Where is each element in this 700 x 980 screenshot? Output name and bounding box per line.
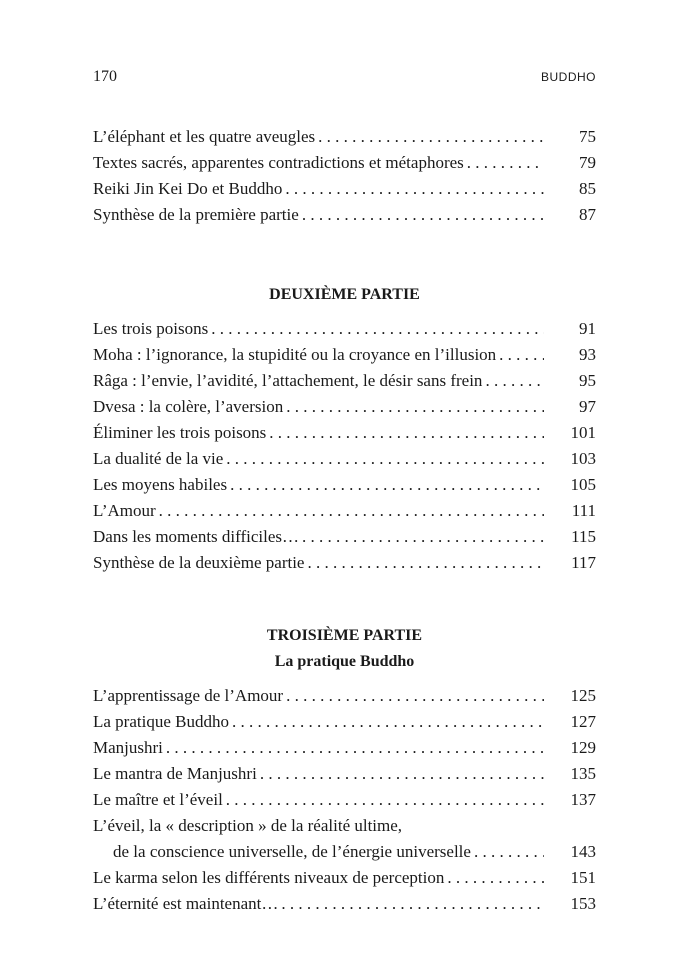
dot-leader xyxy=(302,202,544,228)
toc-entry-title: Dans les moments difficiles… xyxy=(93,527,300,546)
toc-part1-list xyxy=(93,124,596,228)
toc-entry xyxy=(93,683,596,709)
toc-entry-title: L’éternité est maintenant… xyxy=(93,894,279,913)
toc-entry-page: 75 xyxy=(579,127,596,146)
toc-entry xyxy=(93,891,596,917)
dot-leader xyxy=(302,524,544,550)
dot-leader xyxy=(260,761,544,787)
toc-entry-page: 125 xyxy=(570,686,596,705)
toc-entry-page: 115 xyxy=(571,527,596,546)
dot-leader xyxy=(159,498,544,524)
toc-entry-page: 105 xyxy=(570,475,596,494)
dot-leader xyxy=(318,124,544,150)
toc-entry xyxy=(93,472,596,498)
toc-entry-page: 135 xyxy=(570,764,596,783)
part2-heading: DEUXIÈME PARTIE xyxy=(269,286,420,303)
toc-entry-title: Textes sacrés, apparentes contradictions et métaphores xyxy=(93,153,464,172)
toc-part2-list xyxy=(93,316,596,576)
dot-leader xyxy=(485,368,544,394)
toc-entry-title-line1: L’éveil, la « description » de la réalité ultime, xyxy=(93,816,403,835)
dot-leader xyxy=(307,550,544,576)
toc-entry-title: La pratique Buddho xyxy=(93,712,229,731)
toc-entry xyxy=(93,342,596,368)
toc-entry-title: Reiki Jin Kei Do et Buddho xyxy=(93,179,283,198)
toc-entry-title: Dvesa : la colère, l’aversion xyxy=(93,397,284,416)
toc-entry xyxy=(93,761,596,787)
dot-leader xyxy=(230,472,544,498)
toc-entry-title: L’Amour xyxy=(93,501,156,520)
toc-entry xyxy=(93,176,596,202)
toc-entry-title: Éliminer les trois poisons xyxy=(93,423,267,442)
dot-leader xyxy=(269,420,544,446)
book-title: BUDDHO xyxy=(540,70,596,84)
running-head xyxy=(93,68,596,88)
toc-entry-page: 93 xyxy=(579,345,596,364)
toc-entry-page: 117 xyxy=(571,553,596,572)
dot-leader xyxy=(467,150,544,176)
toc-entry-title: Le mantra de Manjushri xyxy=(93,764,257,783)
toc-entry-title-line2: de la conscience universelle, de l’énergie universelle xyxy=(113,842,471,861)
part3-subheading: La pratique Buddho xyxy=(274,653,415,670)
toc-entry xyxy=(93,420,596,446)
dot-leader xyxy=(166,735,544,761)
toc-part3-list xyxy=(93,683,596,917)
toc-entry-title: Synthèse de la première partie xyxy=(93,205,299,224)
toc-entry-page: 95 xyxy=(579,371,596,390)
toc-entry xyxy=(93,446,596,472)
toc-entry-title: L’éléphant et les quatre aveugles xyxy=(93,127,316,146)
toc-entry-page: 127 xyxy=(570,712,596,731)
toc-entry-page: 137 xyxy=(570,790,596,809)
toc-entry-multiline xyxy=(93,813,596,865)
toc-entry-title: Moha : l’ignorance, la stupidité ou la croyance en l’illusion xyxy=(93,345,497,364)
toc-entry-title: Synthèse de la deuxième partie xyxy=(93,553,305,572)
toc-entry xyxy=(93,150,596,176)
toc-entry-line2 xyxy=(93,839,596,865)
toc-entry xyxy=(93,524,596,550)
toc-entry-title: Le karma selon les différents niveaux de perception xyxy=(93,868,445,887)
toc-entry-title: Le maître et l’éveil xyxy=(93,790,223,809)
toc-entry-page: 79 xyxy=(579,153,596,172)
toc-entry-page: 101 xyxy=(570,423,596,442)
dot-leader xyxy=(211,316,544,342)
dot-leader xyxy=(286,683,544,709)
part3-heading: TROISIÈME PARTIE xyxy=(266,627,423,644)
toc-entry xyxy=(93,709,596,735)
toc-entry-title: Les trois poisons xyxy=(93,319,209,338)
toc-entry-title: Les moyens habiles xyxy=(93,475,228,494)
toc-entry-title: La dualité de la vie xyxy=(93,449,224,468)
toc-entry xyxy=(93,124,596,150)
dot-leader xyxy=(499,342,544,368)
toc-entry-title: Râga : l’envie, l’avidité, l’attachement, le désir sans frein xyxy=(93,371,483,390)
toc-entry-page: 91 xyxy=(579,319,596,338)
toc-entry xyxy=(93,202,596,228)
toc-entry-title: L’apprentissage de l’Amour xyxy=(93,686,284,705)
toc-entry-page: 87 xyxy=(579,205,596,224)
toc-entry-page: 85 xyxy=(579,179,596,198)
dot-leader xyxy=(226,787,544,813)
toc-entry xyxy=(93,735,596,761)
page-number: 170 xyxy=(93,68,117,85)
toc-entry-title: Manjushri xyxy=(93,738,163,757)
dot-leader xyxy=(447,865,544,891)
dot-leader xyxy=(286,394,544,420)
toc-entry xyxy=(93,550,596,576)
toc-entry xyxy=(93,498,596,524)
toc-entry xyxy=(93,394,596,420)
toc-entry-page: 151 xyxy=(570,868,596,887)
toc-entry-page: 111 xyxy=(571,501,596,520)
toc-entry-page: 153 xyxy=(570,894,596,913)
toc-entry xyxy=(93,865,596,891)
dot-leader xyxy=(232,709,544,735)
dot-leader xyxy=(226,446,544,472)
dot-leader xyxy=(285,176,544,202)
toc-entry xyxy=(93,368,596,394)
dot-leader xyxy=(281,891,544,917)
toc-entry-page: 103 xyxy=(570,449,596,468)
toc-entry-page: 97 xyxy=(579,397,596,416)
toc-entry xyxy=(93,316,596,342)
toc-entry-page: 143 xyxy=(570,842,596,861)
dot-leader xyxy=(474,839,544,865)
toc-entry xyxy=(93,787,596,813)
toc-entry-page: 129 xyxy=(570,738,596,757)
